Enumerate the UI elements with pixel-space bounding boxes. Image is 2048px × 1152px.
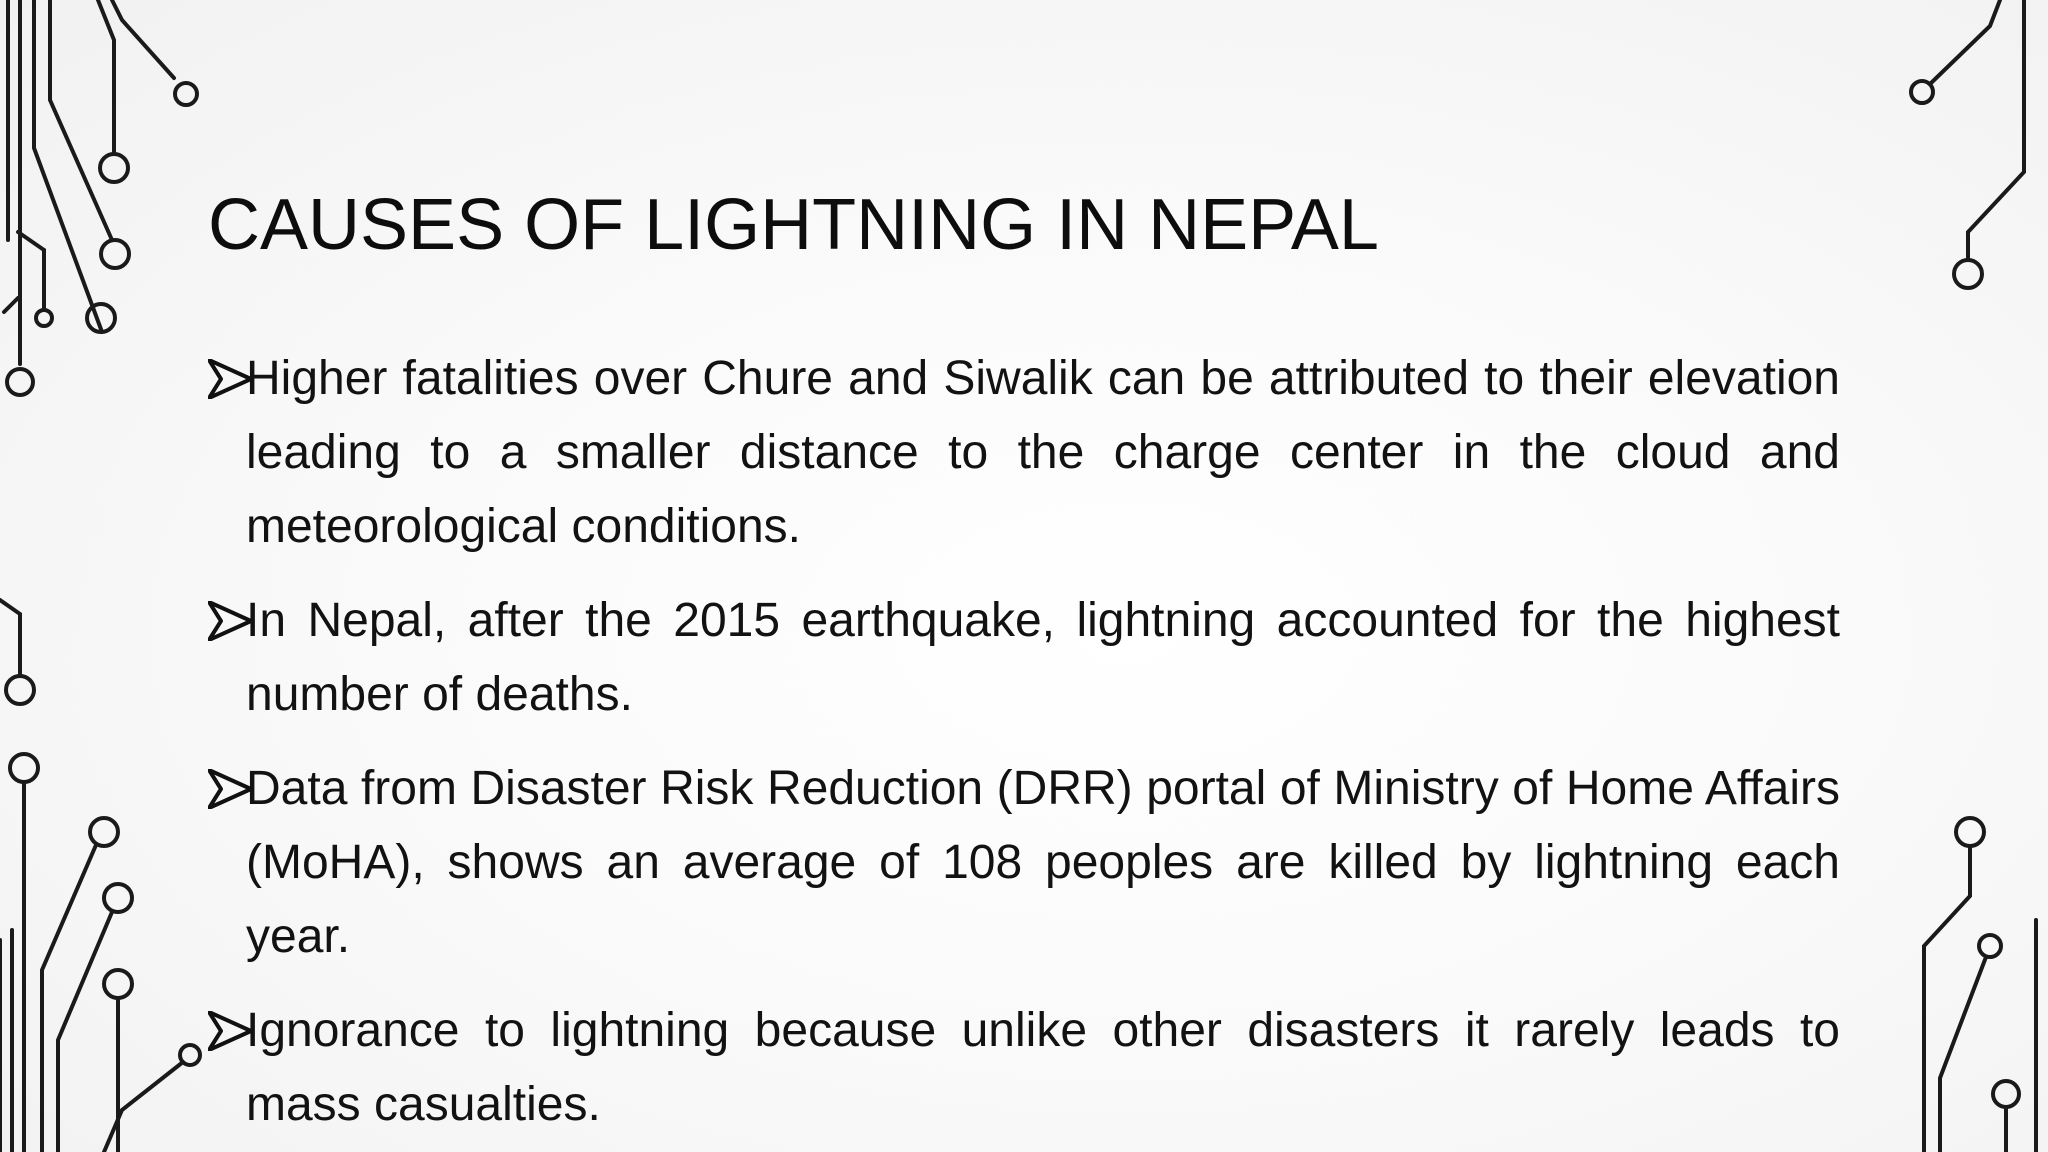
bullet-text: Higher fatalities over Chure and Siwalik can be attributed to their elevation leading to a smaller distance to the charge center in the cloud and meteorological conditions. [246,352,1840,553]
bullet-item [208,752,1840,974]
arrow-bullet-icon [208,1011,252,1051]
bottom-right-circuit [1924,818,2036,1152]
slide-title: CAUSES OF LIGHTNING IN NEPAL [208,185,1379,265]
top-left-circuit [4,0,197,395]
bullet-list [208,342,1840,1152]
bullet-item [208,994,1840,1142]
top-right-circuit [1911,0,2024,288]
arrow-bullet-icon [208,359,252,399]
mid-left-circuit [0,600,200,1152]
bullet-text: Data from Disaster Risk Reduction (DRR) portal of Ministry of Home Affairs (MoHA), shows an average of 108 peoples are killed by lightning each year. [246,762,1840,963]
bullet-text: Ignorance to lightning because unlike other disasters it rarely leads to mass casualties. [246,1004,1840,1131]
arrow-bullet-icon [208,769,252,809]
bullet-text: In Nepal, after the 2015 earthquake, lightning accounted for the highest number of deaths. [246,594,1840,721]
bullet-item [208,342,1840,564]
arrow-bullet-icon [208,601,252,641]
bullet-item [208,584,1840,732]
